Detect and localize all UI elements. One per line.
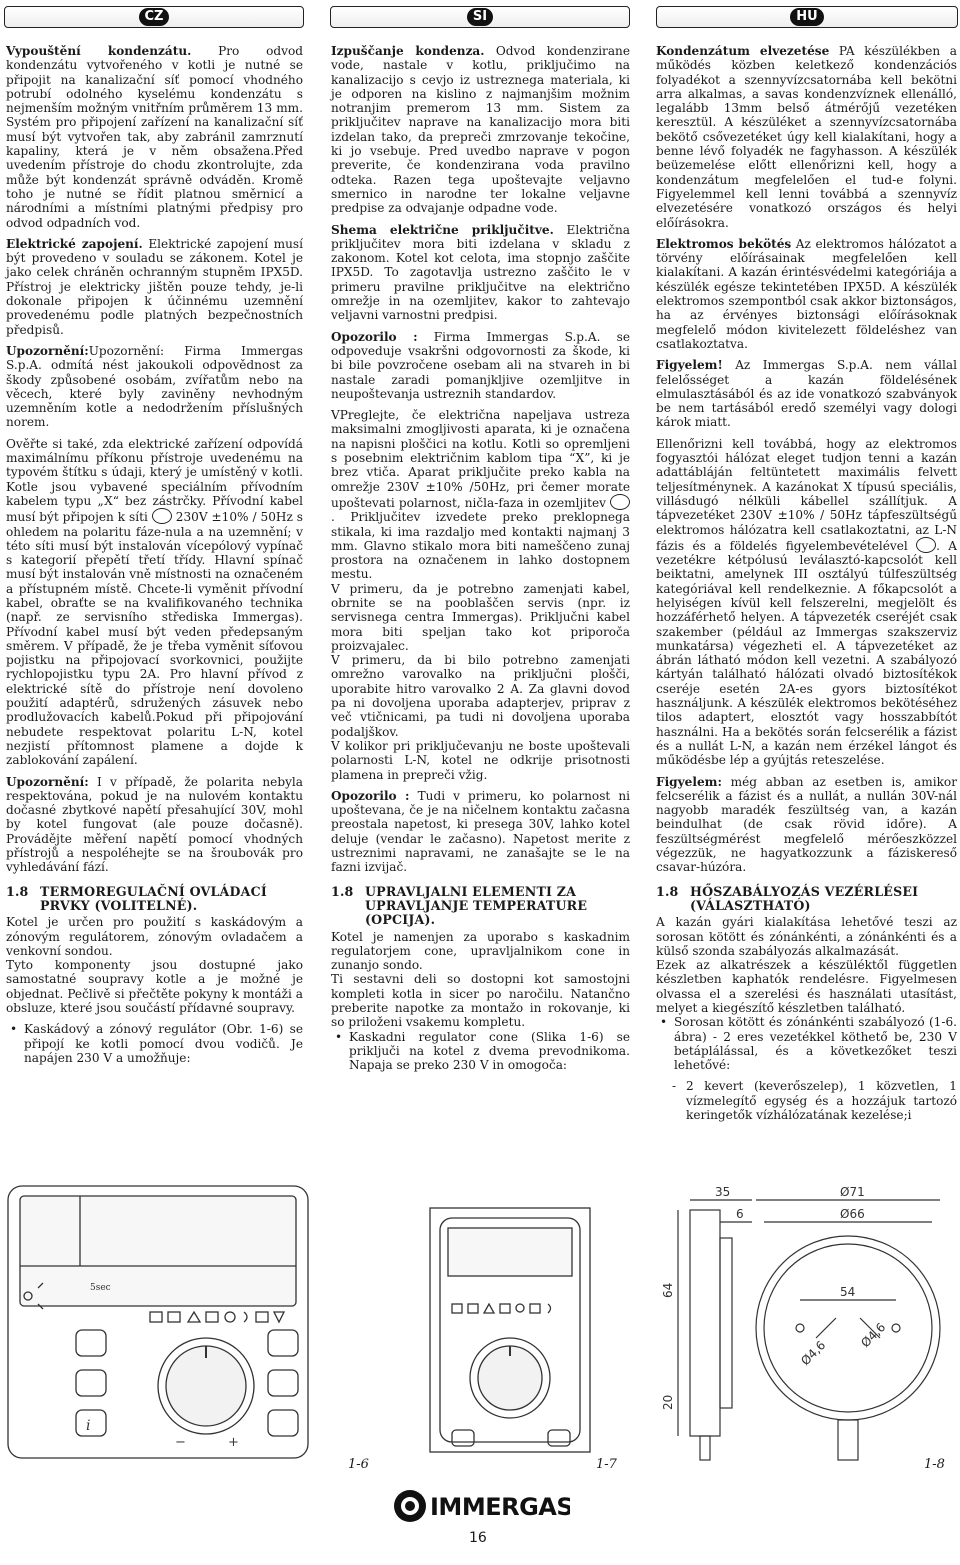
info-icon: i [86, 1418, 91, 1434]
probe-hole-right [892, 1324, 900, 1332]
si-warning-text: Firma Immergas S.p.A. se odpoveduje vsakršni odgovornosti za škode, ki bi bile povzročene osebam ali na stvareh in bi nastale zaradi pomanjkljive ozemljitve in neupoštevanja ustreznih standardov. [331, 329, 630, 401]
si-warning2-text: Tudi v primeru, ko polarnost ni upoštevana, če je na ničelnem kontaktu začasna preostala napetost, ki presega 30V, lahko kotel deluje (vendar le začasno). Napetost merite z ustreznimi napravami, ne zanašajte se le na fazni izvijač. [331, 788, 631, 875]
cz-bullet-item [6, 1022, 303, 1065]
cz-warning-paragraph [6, 344, 303, 430]
hu-warning2-title: Figyelem: [656, 774, 722, 789]
bullet-icon: • [660, 1015, 668, 1030]
figure-1-6-label: 1-6 [348, 1457, 369, 1468]
hu-warning-paragraph [656, 358, 957, 429]
hu-section-number: 1.8 [656, 883, 679, 899]
si-warning2-paragraph [331, 789, 630, 875]
dim-46a-label: Ø4,6 [798, 1338, 829, 1369]
hu-condensate-paragraph [656, 44, 957, 230]
si-section-number: 1.8 [331, 883, 354, 899]
hu-bullet-item [656, 1015, 957, 1072]
column-cz [6, 44, 303, 1072]
hu-electric-text: Az elektromos hálózatot a törvény előírásainak megfelelően kell kialakítani. A kazán érintésvédelmi kategóriája a készülék egésze tekintetében IPX5D. A készülék elektromos szempontból csak akkor biztonságos, ha az érvényes biztonsági előírásoknak megfelelő módon kivitelezett földeléshez van csatlakoztatva. [656, 236, 957, 351]
probe-side-flange [720, 1238, 732, 1408]
figures-area [0, 1178, 960, 1468]
cz-power-text-b: 230V ±10% / 50Hz s ohledem na polaritu fáze-nula a na uzemnění; v této síti musí být instalován vícepólový vypínač s kategorií přepětí třetí třídy. Hlavní spínač musí být instalován vně místnosti na označeném a přístupném místě. Chcete-li vyměnit přívodní kabel, obraťte se na kvalifikovaného technika (např. ze servisního střediska Immergas). Přívodní kabel musí být veden předepsaným směrem. V případě, že je třeba vyměnit síťovou pojistku na připojovací svorkovnici, použijte rychlopojistku typu 2A. Pro hlavní přívod z elektrické sítě do přístroje není dovoleno použití adaptérů, sdružených zásuvek nebo prodlužovacích kabelů.Pokud při připojování nebudete respektovat polaritu L-N, kotel nezjistí přítomnost plamene a dojde k zablokování zapálení. [6, 510, 303, 768]
dim-66-label: Ø66 [840, 1207, 865, 1221]
ground-icon [610, 494, 630, 510]
si-section-heading [331, 885, 630, 928]
hu-dash-text: 2 kevert (keverőszelep), 1 közvetlen, 1 vízmelegítő egység és a hozzájuk tartozó keringetők vízhálózatának kezelése;i [686, 1079, 957, 1123]
controller-display [448, 1228, 572, 1276]
si-condensate-text: Odvod kondenzirane vode, nastale v kotlu, priključimo na kanalizacijo s cevjo iz ustreznega materiala, ki je odporen na kislino z najmanjšim možnim notranjim premerom 13 mm. Sistem za priključitev naprave na kanalizacijo mora biti izdelan tako, da prepreči zmrzovanje tekočine, ki jo vsebuje. Pred uvedbo naprave v pogon preverite, če kondenzirana voda pravilno odteka. Razen tega upoštevajte veljavno smernico in narodne ter lokalne veljavne predpise za odvajanje odpadne vode. [331, 44, 630, 216]
lang-label-si: SI [467, 8, 493, 26]
hu-bullet-text: Sorosan kötött és zónánkénti szabályozó (1-6. ábra) - 2 eres vezetékkel köthető be, 230 V betáplálással, és a következőket teszi lehetővé: [674, 1015, 957, 1073]
controller-mode-icons [452, 1304, 551, 1313]
controller-button-right [548, 1430, 570, 1446]
hu-warning2-text: még abban az esetben is, amikor felcserélik a fázist és a nullát, a nullán 30V-nál nagyobb maradék feszültség van, a kazán beindulhat (de csak rövid időre). A feszültségmérést megfelelő mérőeszközzel végezzük, ne hagyatkozzunk a fáziskereső csavar-húzóra. [656, 774, 957, 875]
probe-cable-gland [700, 1436, 710, 1460]
cz-intro-paragraph: Kotel je určen pro použití s kaskádovým a zónovým regulátorem, zónovým ovladačem a venkovní sondou. [6, 915, 303, 958]
cz-warning-title: Upozornění: [6, 343, 89, 358]
cz-section-title: TERMOREGULAČNÍ OVLÁDACÍ PRVKY (VOLITELNÉ). [40, 883, 267, 913]
leader-hole-left [816, 1318, 836, 1338]
ground-icon [916, 537, 936, 553]
immergas-logo [390, 1486, 570, 1526]
cz-condensate-text: Pro odvod kondenzátu vytvořeného v kotli je nutné se připojit na kanalizační síť pomocí vhodného potrubí odolného kyselému kondenzátu s nejmenším možným vnitřním průměrem 13 mm. Systém pro připojení zařízení na kanalizační síť musí být vytvořen tak, aby zabránil zamrznutí kapaliny, která je v něm obsažena.Před uvedením přístroje do chodu zkontrolujte, zda může být kondenzát správně odváděn. Kromě toho je nutné se řídit platnou směrnicí a národními a místními platnými předpisy pro odvod odpadních vod. [6, 44, 303, 230]
lang-badge-cz [4, 6, 304, 28]
hu-electric-title: Elektromos bekötés [656, 236, 792, 251]
regulator-brand-text: 5sec [90, 1283, 111, 1293]
figure-1-8-label: 1-8 [924, 1457, 945, 1468]
si-bullet-item [331, 1030, 630, 1073]
hu-section-heading [656, 885, 957, 914]
hu-condensate-text: PA készülékben a működés közben keletkező kondenzációs folyadékot a szennyvízcsatornába kell bekötni arra alkalmas, a savas kondenzvíznek ellenálló, legalább 13mm belső átmérőjű vezetéken keresztül. A készüléket a szennyvízcsatornába bekötő csővezetéket úgy kell kialakítani, hogy a benne lévő folyadék ne fagyhasson. A készülék beüzemelése előtt ellenőrizni kell, hogy a kondenzátum megfelelően el tud-e folyni. Figyelemmel kell lenni továbbá a szennyvíz elvezetésére vonatkozó országos és helyi előírásokra. [656, 44, 957, 230]
si-condensate-paragraph [331, 44, 630, 216]
si-warning-paragraph [331, 330, 630, 401]
dash-icon: - [672, 1079, 677, 1094]
si-kits-paragraph: Ti sestavni deli so dostopni kot samostojni kompleti kotla in sicer po naročilu. Natančno preberite napotke za montažo in rokovanje, ki so priloženi vsakemu kompletu. [331, 972, 630, 1030]
si-power-paragraph [331, 408, 630, 582]
cz-electric-paragraph [6, 237, 303, 337]
lang-label-cz: CZ [139, 8, 170, 26]
hu-kits-paragraph: Ezek az alkatrészek a készüléktől független készletben kaphatók rendelésre. Figyelmesen olvassa el a szerelési és használati utasítást, melyet a kiegészítő készletben található. [656, 958, 957, 1015]
bullet-icon: • [335, 1029, 343, 1044]
hu-dash-item [656, 1079, 957, 1122]
cz-kits-paragraph: Tyto komponenty jsou dostupné jako samostatné soupravy kotle a je možné je objednat. Pečlivě si přečtěte pokyny k montáži a obsluze, které jsou součástí přídavné soupravy. [6, 958, 303, 1015]
si-condensate-title: Izpuščanje kondenza. [331, 44, 485, 58]
hu-power-text-b: . A vezetékre kétpólusú leválasztó-kapcsolót kell beiktatni, amelynek III osztályú túlfeszültség kategóriával kell rendelkeznie. A főkapcsolót a helyiségen kívül kell felszerelni, megjelölt és hozzáférhető helyen. A tápvezeték cseréjét csak szakember (például az Immergas szakszerviz munkatársa) végezheti el. A tápvezetéket az ábrán látható módon kell vezetni. A szabályozó kártyán található hálózati olvadó biztosítékok cseréje esetén 2A-es gyors biztosítékot használjunk. A készülék elektromos bekötéséhez tilos adaptert, elosztót vagy hosszabbítót használni. Ha a bekötés során felcserélik a fázist és a nullát L-N, a kazán nem érzékel lángot és működésbe lép a gyújtás reteszelése. [656, 538, 957, 768]
logo-text: IMMERGAS [430, 1493, 570, 1521]
mode-icons [150, 1312, 284, 1322]
hu-warning-text: Az Immergas S.p.A. nem vállal felelősséget a kazán földelésének elmulasztásából és az ide vonatkozó szabványok be nem tartásából eredő személyi vagy dologi károk miatt. [656, 358, 957, 430]
dim-46b-label: Ø4,6 [858, 1320, 889, 1351]
logo-mark-icon [390, 1486, 570, 1526]
page-number: 16 [469, 1530, 487, 1546]
cz-section-number: 1.8 [6, 883, 29, 899]
hu-electric-paragraph [656, 237, 957, 351]
si-section-title: UPRAVLJALNI ELEMENTI ZA UPRAVLJANJE TEMPERATURE (OPCIJA). [365, 883, 588, 928]
hu-section-title: HŐSZABÁLYOZÁS VEZÉRLÉSEI (VÁLASZTHATÓ) [690, 883, 919, 913]
cz-warning2-title: Upozornění: [6, 774, 89, 789]
si-power-text-b: . Priključitev izvedete preko preklopnega stikala, ki ima razdaljo med kontakti najmanj 3 mm. Glavno stikalo mora biti nameščeno zunaj prostora na označenem in lahko dostopnem mestu. [331, 510, 630, 582]
hu-intro-paragraph: A kazán gyári kialakítása lehetővé teszi az sorosan kötött és zónánkénti, a zónánkénti és a külső szonda szabályozás alkalmazását. [656, 915, 957, 958]
figure-1-7 [430, 1208, 590, 1452]
dim-64-label: 64 [661, 1282, 675, 1298]
si-electric-text: Električna priključitev mora biti izdelana v skladu z zakonom. Kotel kot celota, ima stopnjo zaščite IPX5D. To zagotavlja ustrezno zaščito le v primeru pravilne priključitve na električno omrežje in na ozemljitev, kakor to zahtevajo veljavni varnostni predpisi. [331, 222, 630, 323]
ground-icon [152, 508, 172, 524]
dim-20-label: 20 [661, 1394, 675, 1410]
dim-54-label: 54 [840, 1285, 856, 1299]
cz-condensate-title: Vypouštění kondenzátu. [6, 44, 192, 58]
column-si [331, 44, 630, 1079]
si-warning2-title: Opozorilo : [331, 788, 410, 803]
lang-label-hu: HU [790, 8, 823, 26]
hu-warning2-paragraph [656, 775, 957, 875]
bullet-icon: • [10, 1022, 18, 1037]
minus-label: − [175, 1435, 186, 1450]
controller-button-left [452, 1430, 474, 1446]
si-fuse-paragraph: V primeru, da bi bilo potrebno zamenjati omrežno varovalko na priključni plošči, uporabite hitro varovalko 2 A. Za glavni dovod pa ni dovoljena uporaba adapterjev, priprav z več vtičnicami, pa tudi ni dovoljena uporaba podaljškov. [331, 653, 630, 739]
figure-1-6 [8, 1186, 308, 1458]
figure-1-8 [678, 1200, 940, 1460]
probe-cable-outlet [838, 1420, 858, 1460]
lang-badge-si [330, 6, 630, 28]
cz-power-text-a: Ověřte si také, zda elektrické zařízení odpovídá maximálnímu příkonu přístroje uvedenému na typovém štítku s údaji, který je umístěný v kotli. Kotle jsou vybavené speciálním přívodním kabelem typu „X“ bez zástrčky. Přívodní kabel musí být připojen k síti [6, 436, 303, 525]
hu-warning-title: Figyelem! [656, 358, 723, 373]
figure-1-7-label: 1-7 [596, 1457, 617, 1468]
right-buttons [268, 1330, 298, 1436]
dim-71-label: Ø71 [840, 1185, 865, 1199]
cz-warning2-paragraph [6, 775, 303, 875]
hu-power-text-a: Ellenőrizni kell továbbá, hogy az elektromos fogyasztói hálózat eleget tudjon tenni a kazán adattábláján feltüntetett maximális felvett teljesítménynek. A kazánokat X típusú speciális, villásdugó nélküli kábellel szállítjuk. A tápvezetéket 230V ±10% / 50Hz tápfeszültségű elektromos hálózatra kell csatlakoztatni, az L-N fázis és a földelés figyelembevételével [656, 436, 957, 553]
si-power-text-a: VPreglejte, če električna napeljava ustreza maksimalni zmogljivosti aparata, ki je označena na napisni ploščici na kotlu. Kotli so opremljeni s posebnim električnim kablom tipa “X”, ki je brez vtiča. Aparat priključite preko kabla na omrežje 230V ±10% /50Hz, pri čemer morate upoštevati polarnost, ničla-faza in ozemljitev [331, 408, 630, 510]
si-warning-title: Opozorilo : [331, 329, 418, 344]
cz-warning2-text: I v případě, že polarita nebyla respektována, pokud je na nulovém kontaktu dočasné zbytkové napětí přesahující 30V, mohl by kotel fungovat (ale pouze dočasně). Provádějte měření napětí pomocí vhodných přístrojů a nespoléhejte se na šroubovák pro vyhledávání fází. [6, 774, 303, 875]
probe-inner-circle [764, 1244, 932, 1412]
dim-6-label: 6 [736, 1207, 744, 1221]
si-bullet-text: Kaskadni regulator cone (Slika 1-6) se priključi na kotel z dvema prevodnikoma. Napaja se preko 230 V in omogoča: [349, 1029, 630, 1073]
plus-label: + [228, 1435, 239, 1450]
si-electric-paragraph [331, 223, 630, 323]
cz-bullet-text: Kaskádový a zónový regulátor (Obr. 1-6) se připojí ke kotli pomocí dvou vodičů. Je napájen 230 V a umožňuje: [24, 1022, 303, 1065]
column-hu [656, 44, 957, 1129]
dim-35-label: 35 [715, 1185, 731, 1199]
left-buttons [76, 1330, 106, 1436]
lang-badge-hu [656, 6, 958, 28]
probe-outer-circle [756, 1236, 940, 1420]
probe-hole-left [796, 1324, 804, 1332]
probe-side-view [690, 1210, 720, 1436]
si-electric-title: Shema električne priključitve. [331, 222, 554, 237]
hu-power-paragraph [656, 437, 957, 768]
cz-section-heading [6, 885, 303, 914]
cz-electric-text: Elektrické zapojení musí být provedeno v souladu se zákonem. Kotel je jako celek chráněn ochranným stupněm IPX5D. Přístroj je elektricky jištěn pouze tehdy, je-li dokonale připojen k účinnému uzemnění provedenému podle platných bezpečnostních předpisů. [6, 236, 304, 337]
cz-power-paragraph [6, 437, 303, 768]
cz-electric-title: Elektrické zapojení. [6, 236, 143, 251]
hu-condensate-title: Kondenzátum elvezetése [656, 44, 830, 58]
si-cable-paragraph: V primeru, da je potrebno zamenjati kabel, obrnite se na pooblaščen servis (npr. iz servisnega centra Immergas). Priključni kabel mora biti speljan tako kot priporoča proizvajalec. [331, 581, 630, 653]
si-intro-paragraph: Kotel je namenjen za uporabo s kaskadnim regulatorjem cone, upravljalnikom cone in zunanjo sondo. [331, 929, 630, 973]
si-polarity-paragraph: V kolikor pri priključevanju ne boste upoštevali polarnosti L-N, kotel ne odkrije prisotnosti plamena in prepreči vžig. [331, 738, 630, 782]
cz-condensate-paragraph [6, 44, 303, 230]
regulator-display [20, 1196, 296, 1306]
cz-warning-text: Upozornění: Firma Immergas S.p.A. odmítá nést jakoukoli odpovědnost za škody způsobené osobám, zvířatům nebo na věcech, které byly zaviněny nevhodným uzemněním kotle a nedodržením příslušných norem. [6, 343, 303, 430]
